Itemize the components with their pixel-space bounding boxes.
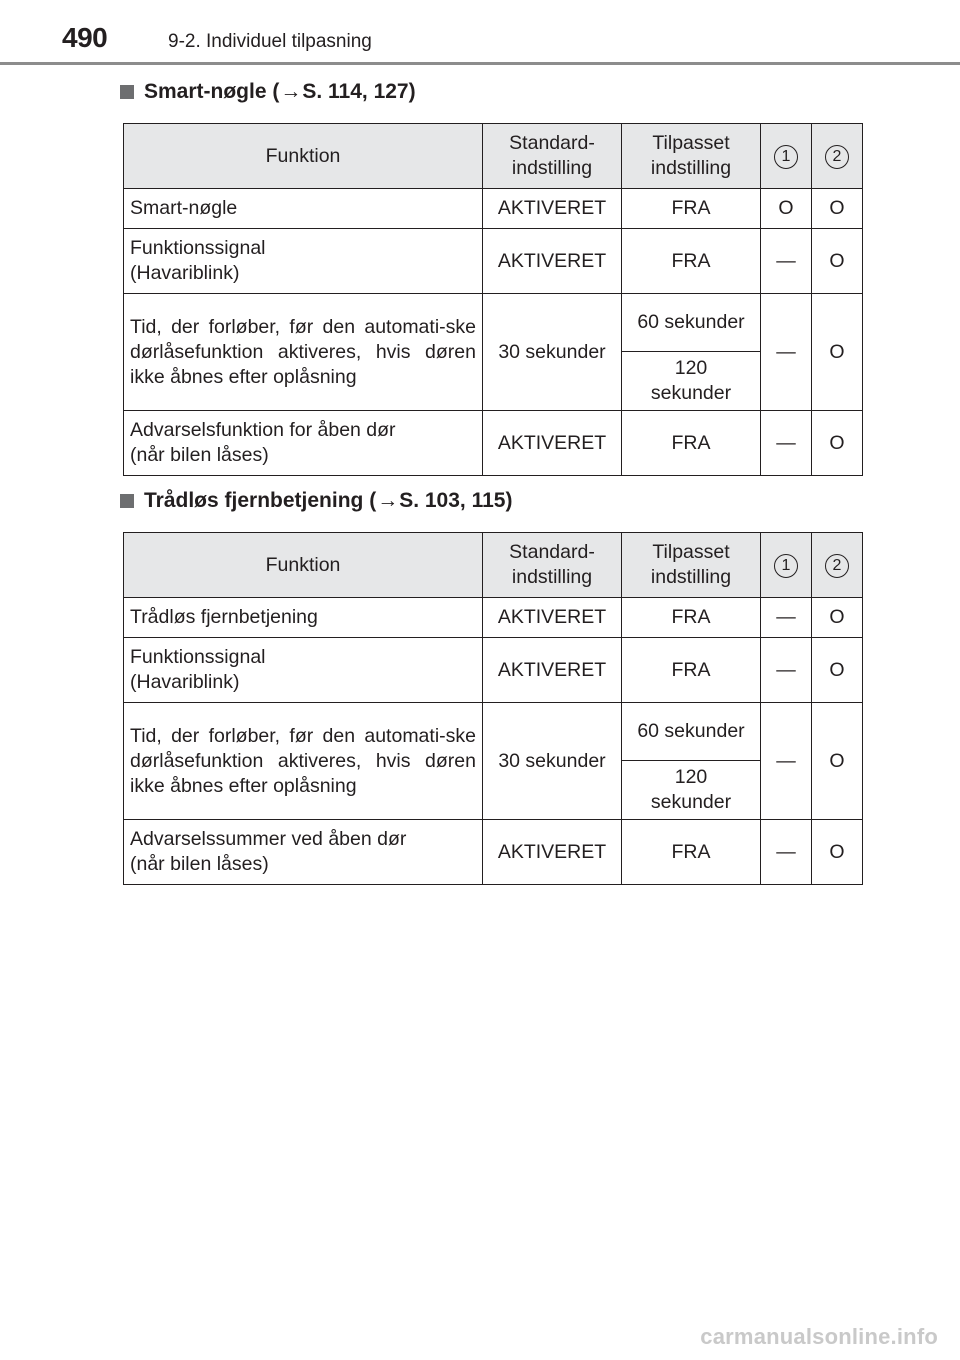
cell-method-1: — xyxy=(761,703,812,820)
section-title-smart-key xyxy=(120,80,416,104)
cell-method-2: O xyxy=(812,638,863,703)
cell-default: 30 sekunder xyxy=(483,294,622,411)
header-divider xyxy=(0,62,960,65)
header-method-1 xyxy=(761,124,812,189)
settings-table-remote xyxy=(123,532,863,885)
cell-method-1: — xyxy=(761,638,812,703)
table-row xyxy=(124,189,863,229)
cell-default: AKTIVERET xyxy=(483,411,622,476)
square-bullet-icon xyxy=(120,85,134,99)
cell-method-2: O xyxy=(812,229,863,294)
circled-number-2-icon: 2 xyxy=(825,554,849,578)
header-custom-setting: Tilpasset indstilling xyxy=(622,533,761,598)
table-row xyxy=(124,598,863,638)
cell-custom-option-a: 60 sekunder xyxy=(622,703,761,761)
cell-default: AKTIVERET xyxy=(483,229,622,294)
cell-default: AKTIVERET xyxy=(483,189,622,229)
cell-default: AKTIVERET xyxy=(483,598,622,638)
settings-table-smart-key xyxy=(123,123,863,476)
cell-method-1: — xyxy=(761,411,812,476)
cell-function: Tid, der forløber, før den automati-ske dørlåsefunktion aktiveres, hvis døren ikke åbnes efter oplåsning xyxy=(124,703,483,820)
cell-custom-option-a: 60 sekunder xyxy=(622,294,761,352)
section-title-ref: S. 103, 115) xyxy=(399,489,513,512)
header-method-2 xyxy=(812,533,863,598)
header-custom-setting: Tilpasset indstilling xyxy=(622,124,761,189)
circled-number-1-icon: 1 xyxy=(774,145,798,169)
header-function: Funktion xyxy=(124,533,483,598)
cell-method-1: — xyxy=(761,294,812,411)
table-row xyxy=(124,638,863,703)
table-header-row xyxy=(124,124,863,189)
cell-custom-option-b: 120 sekunder xyxy=(622,352,761,411)
cell-custom-option-b: 120 sekunder xyxy=(622,761,761,820)
cell-method-2: O xyxy=(812,294,863,411)
watermark: carmanualsonline.info xyxy=(700,1324,938,1349)
table-row xyxy=(124,229,863,294)
cell-method-2: O xyxy=(812,411,863,476)
cell-function: Smart-nøgle xyxy=(124,189,483,229)
cell-method-1: — xyxy=(761,820,812,885)
cell-function: Funktionssignal (Havariblink) xyxy=(124,229,483,294)
circled-number-1-icon: 1 xyxy=(774,554,798,578)
cell-custom: FRA xyxy=(622,598,761,638)
cell-function: Advarselssummer ved åben dør (når bilen låses) xyxy=(124,820,483,885)
cell-method-2: O xyxy=(812,598,863,638)
cell-method-2: O xyxy=(812,820,863,885)
table-row xyxy=(124,294,863,352)
cell-default: AKTIVERET xyxy=(483,820,622,885)
table-row xyxy=(124,820,863,885)
cell-default: AKTIVERET xyxy=(483,638,622,703)
cell-default: 30 sekunder xyxy=(483,703,622,820)
cell-method-2: O xyxy=(812,189,863,229)
cell-function: Trådløs fjernbetjening xyxy=(124,598,483,638)
square-bullet-icon xyxy=(120,494,134,508)
cell-custom: FRA xyxy=(622,638,761,703)
page-number: 490 xyxy=(62,22,108,53)
cell-custom: FRA xyxy=(622,820,761,885)
cell-custom: FRA xyxy=(622,411,761,476)
table-header-row xyxy=(124,533,863,598)
table-row xyxy=(124,703,863,761)
header-method-2 xyxy=(812,124,863,189)
header-method-1 xyxy=(761,533,812,598)
right-arrow-icon: → xyxy=(280,80,302,103)
header-default-setting: Standard- indstilling xyxy=(483,124,622,189)
section-title-remote xyxy=(120,489,512,513)
cell-method-1: O xyxy=(761,189,812,229)
section-title-ref: S. 114, 127) xyxy=(302,80,416,103)
cell-custom: FRA xyxy=(622,189,761,229)
cell-method-1: — xyxy=(761,229,812,294)
cell-method-2: O xyxy=(812,703,863,820)
cell-method-1: — xyxy=(761,598,812,638)
header-default-setting: Standard- indstilling xyxy=(483,533,622,598)
table-row xyxy=(124,411,863,476)
section-title-text: Smart-nøgle ( xyxy=(144,80,280,103)
cell-function: Advarselsfunktion for åben dør (når bilen låses) xyxy=(124,411,483,476)
right-arrow-icon: → xyxy=(377,489,399,512)
cell-custom: FRA xyxy=(622,229,761,294)
chapter-title: 9-2. Individuel tilpasning xyxy=(168,31,372,52)
header-function: Funktion xyxy=(124,124,483,189)
cell-function: Tid, der forløber, før den automati-ske dørlåsefunktion aktiveres, hvis døren ikke åbnes efter oplåsning xyxy=(124,294,483,411)
cell-function: Funktionssignal (Havariblink) xyxy=(124,638,483,703)
circled-number-2-icon: 2 xyxy=(825,145,849,169)
section-title-text: Trådløs fjernbetjening ( xyxy=(144,489,377,512)
